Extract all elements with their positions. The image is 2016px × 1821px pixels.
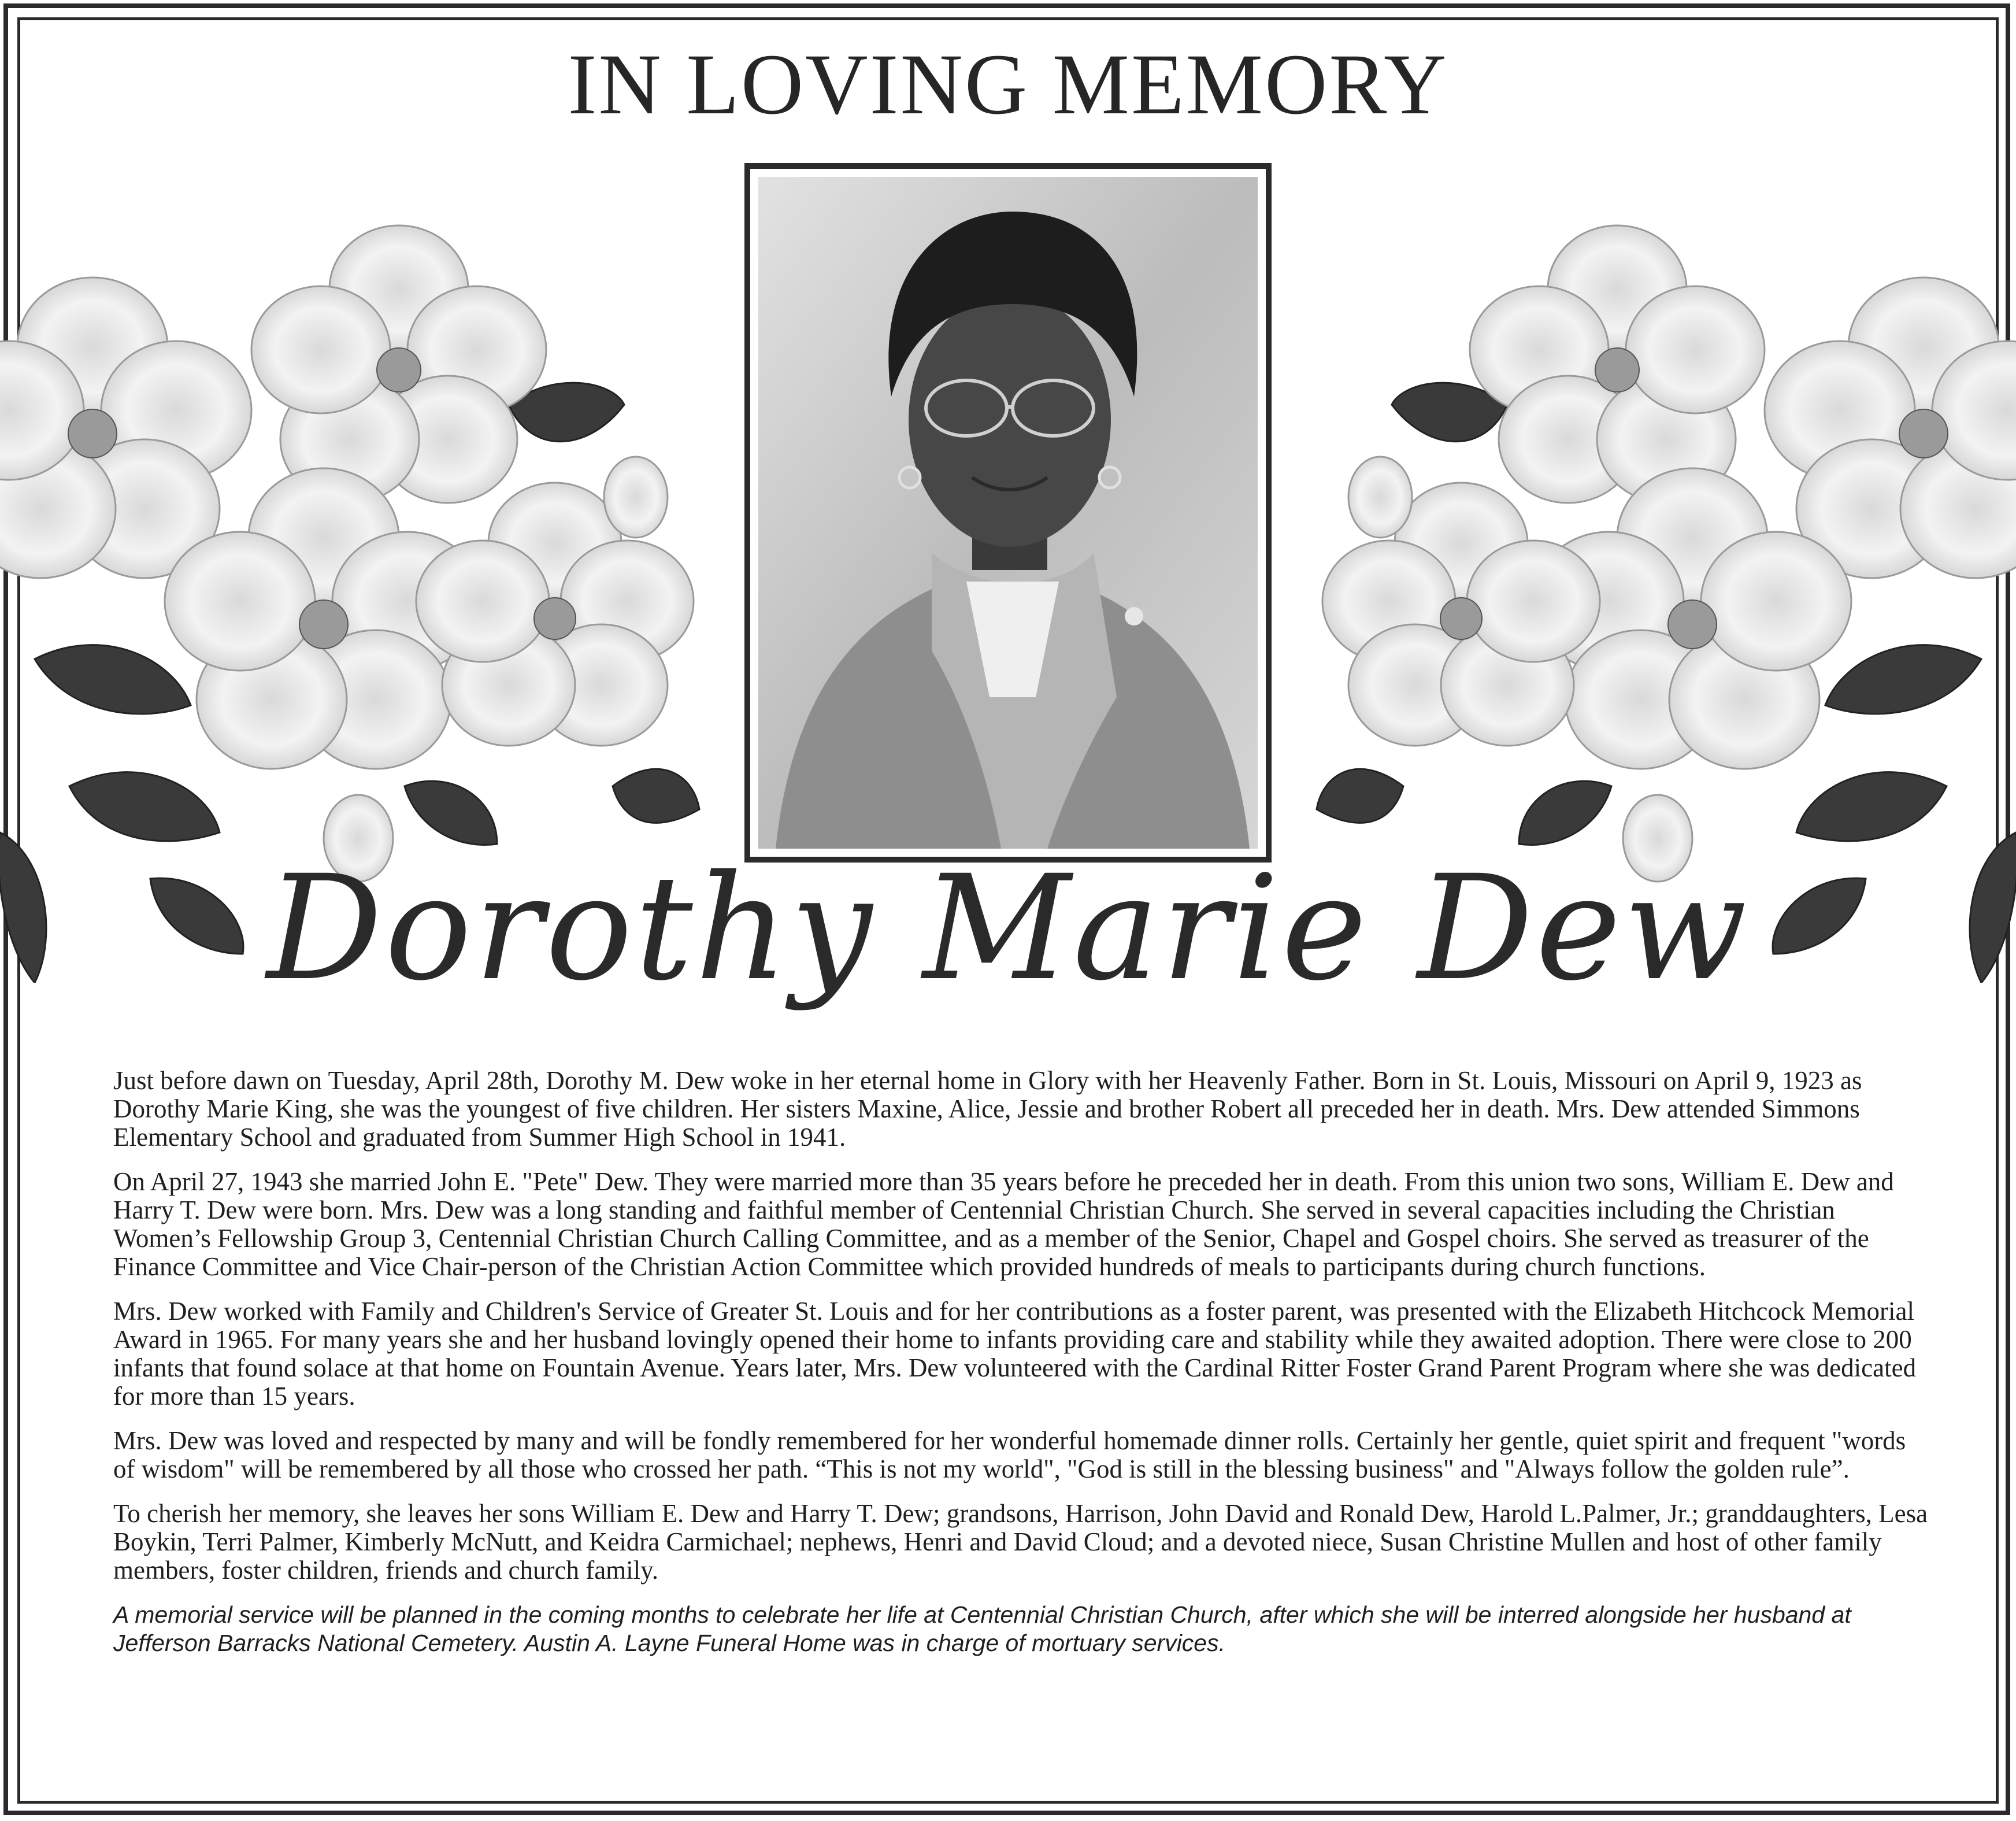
obituary-paragraph: To cherish her memory, she leaves her sons William E. Dew and Harry T. Dew; grandsons, Harrison, John David and Ronald Dew, Harold L.Palmer, Jr.; granddaughters, Lesa Boykin, Terri Palmer, Kimberly McNutt, and Keidra Carmichael; nephews, Henri and David Cloud; and a devoted niece, Susan Christine Mullen and host of other family members, foster children, friends and church family. [113,1499,1928,1585]
deceased-name: Dorothy Marie Dew [266,844,1750,1012]
page-title: IN LOVING MEMORY [568,36,1448,132]
portrait-photo-frame [744,163,1272,863]
obituary-paragraph: Mrs. Dew worked with Family and Children's Service of Greater St. Louis and for her contributions as a foster parent, was presented with the Elizabeth Hitchcock Memorial Award in 1965. For many years she and her husband lovingly opened their home to infants providing care and stability while they awaited adoption. There were close to 200 infants that found solace at that home on Fountain Avenue. Years later, Mrs. Dew volunteered with the Cardinal Ritter Foster Grand Parent Program where she was dedicated for more than 15 years. [113,1297,1917,1411]
obituary-body [113,1067,1928,1674]
memorial-service-note: A memorial service will be planned in the coming months to celebrate her life at Centennial Christian Church, after which she will be interred alongside her husband at Jefferson Barracks National Cemetery. Austin A. Layne Funeral Home was in charge of mortuary services. [113,1601,1851,1656]
obituary-paragraph: Just before dawn on Tuesday, April 28th, Dorothy M. Dew woke in her eternal home in Glory with her Heavenly Father. Born in St. Louis, Missouri on April 9, 1923 as Dorothy Marie King, she was the youngest of five children. Her sisters Maxine, Alice, Jessie and brother Robert all preceded her in death. Mrs. Dew attended Simmons Elementary School and graduated from Summer High School in 1941. [113,1066,1862,1152]
obituary-paragraph: Mrs. Dew was loved and respected by many and will be fondly remembered for her wonderful homemade dinner rolls. Certainly her gentle, quiet spirit and frequent "words of wisdom" will be remembered by all those who crossed her path. “This is not my world", "God is still in the blessing business" and "Always follow the golden rule”. [113,1426,1906,1483]
obituary-paragraph: On April 27, 1943 she married John E. "Pete" Dew. They were married more than 35 years before he preceded her in death. From this union two sons, William E. Dew and Harry T. Dew were born. Mrs. Dew was a long standing and faithful member of Centennial Christian Church. She served in several capacities including the Christian Women’s Fellowship Group 3, Centennial Christian Church Calling Committee, and as a member of the Senior, Chapel and Gospel choirs. She served as treasurer of the Finance Committee and Vice Chair-person of the Christian Action Committee which provided hundreds of meals to participants during church functions. [113,1167,1894,1281]
portrait-photo-icon [758,177,1258,849]
